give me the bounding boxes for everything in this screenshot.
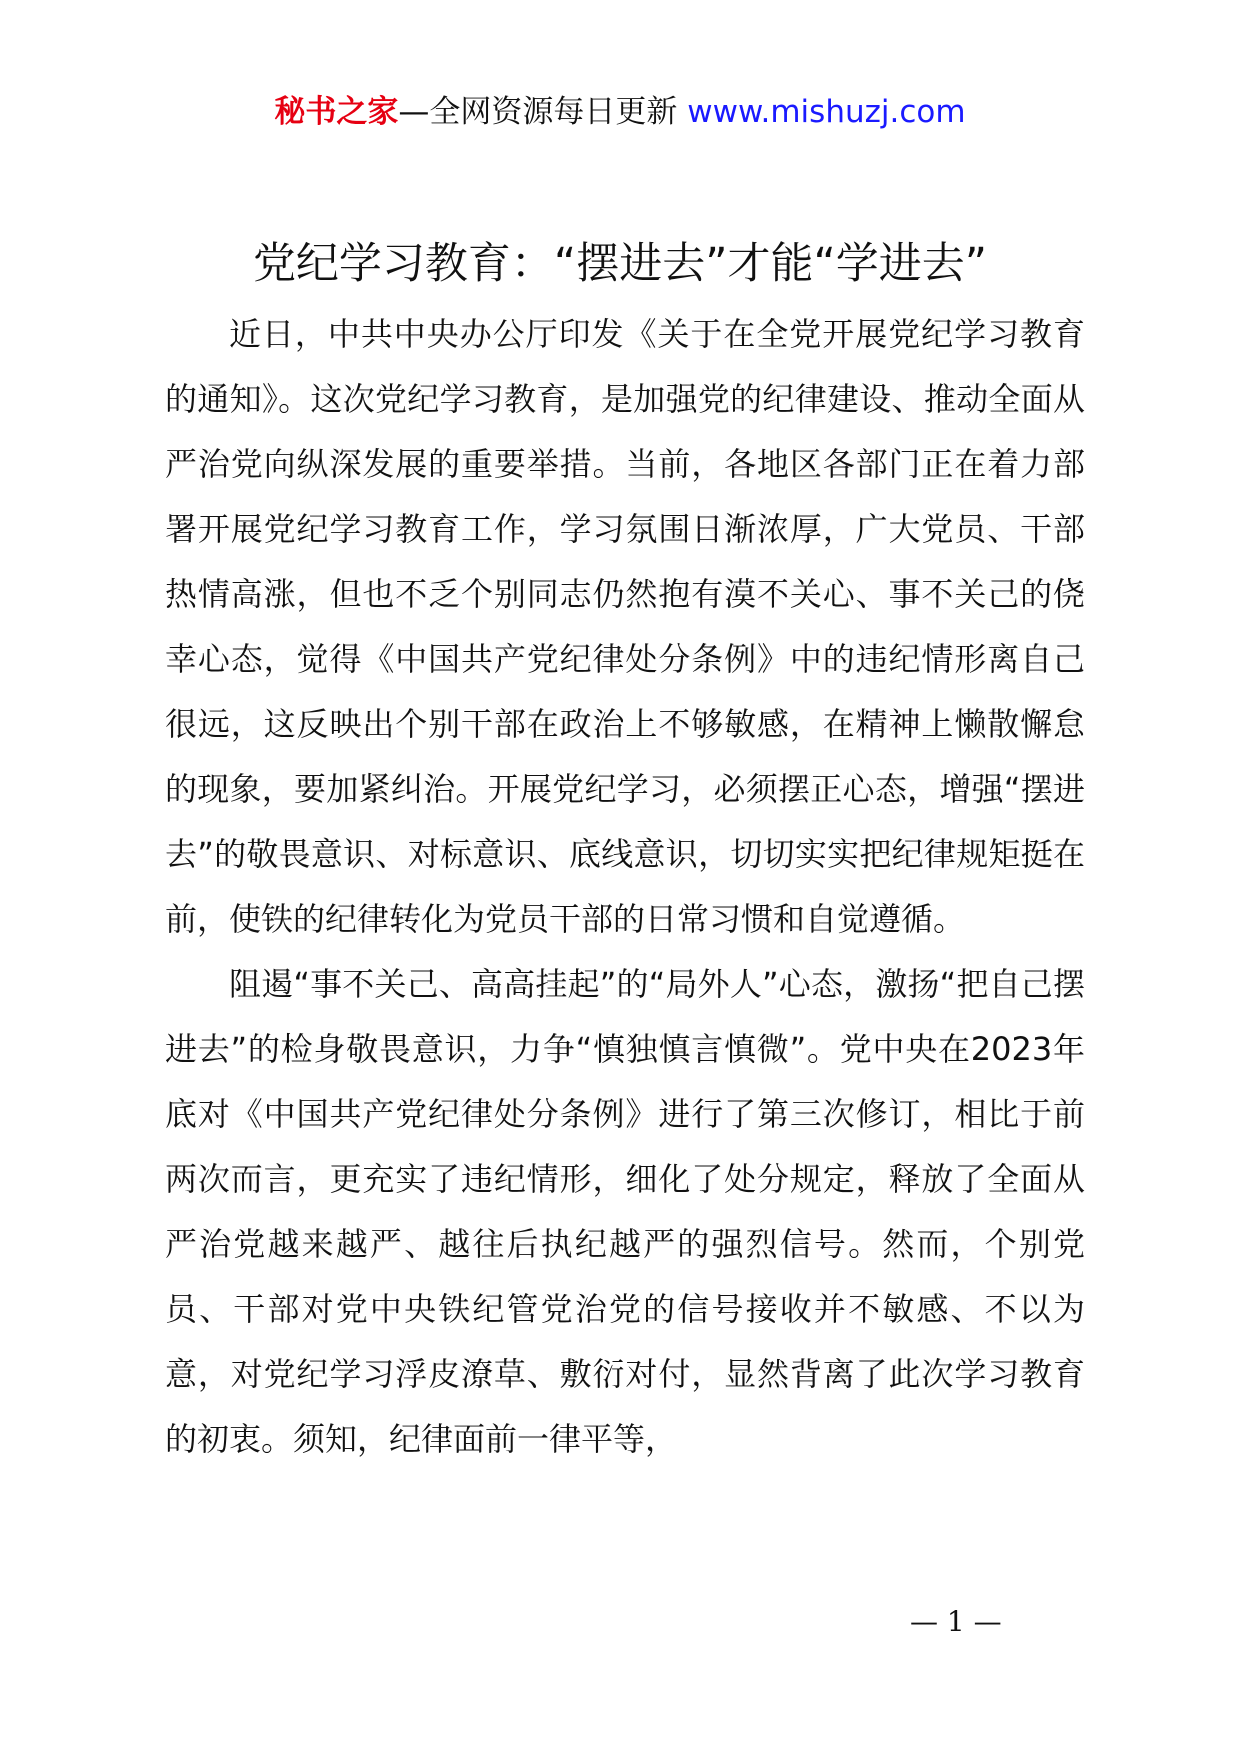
site-brand: 秘书之家 (274, 94, 399, 130)
paragraph-2: 阻遏“事不关己、高高挂起”的“局外人”心态，激扬“把自己摆进去”的检身敬畏意识，力争“慎独慎言慎微”。党中央在2023年底对《中国共产党纪律处分条例》进行了第三次修订，相比于前两次而言，更充实了违纪情形，细化了处分规定，释放了全面从严治党越来越严、越往后执纪越严的强烈信号。然而，个别党员、干部对党中央铁纪管党治党的信号接收并不敏感、不以为意，对党纪学习浮皮潦草、敷衍对付，显然背离了此次学习教育的初衷。须知，纪律面前一律平等， (165, 965, 1085, 1458)
page-number: — 1 — (910, 1605, 1002, 1638)
site-header (0, 92, 1240, 132)
site-url-link[interactable]: www.mishuzj.com (687, 94, 966, 130)
document-body (165, 302, 1085, 1472)
paragraph-1: 近日，中共中央办公厅印发《关于在全党开展党纪学习教育的通知》。这次党纪学习教育，是加强党的纪律建设、推动全面从严治党向纵深发展的重要举措。当前，各地区各部门正在着力部署开展党纪学习教育工作，学习氛围日渐浓厚，广大党员、干部热情高涨，但也不乏个别同志仍然抱有漠不关心、事不关己的侥幸心态，觉得《中国共产党纪律处分条例》中的违纪情形离自己很远，这反映出个别干部在政治上不够敏感，在精神上懒散懈怠的现象，要加紧纠治。开展党纪学习，必须摆正心态，增强“摆进去”的敬畏意识、对标意识、底线意识，切切实实把纪律规矩挺在前，使铁的纪律转化为党员干部的日常习惯和自觉遵循。 (165, 315, 1085, 938)
site-tagline: —全网资源每日更新 (398, 94, 678, 130)
document-title: 党纪学习教育：“摆进去”才能“学进去” (252, 239, 988, 289)
